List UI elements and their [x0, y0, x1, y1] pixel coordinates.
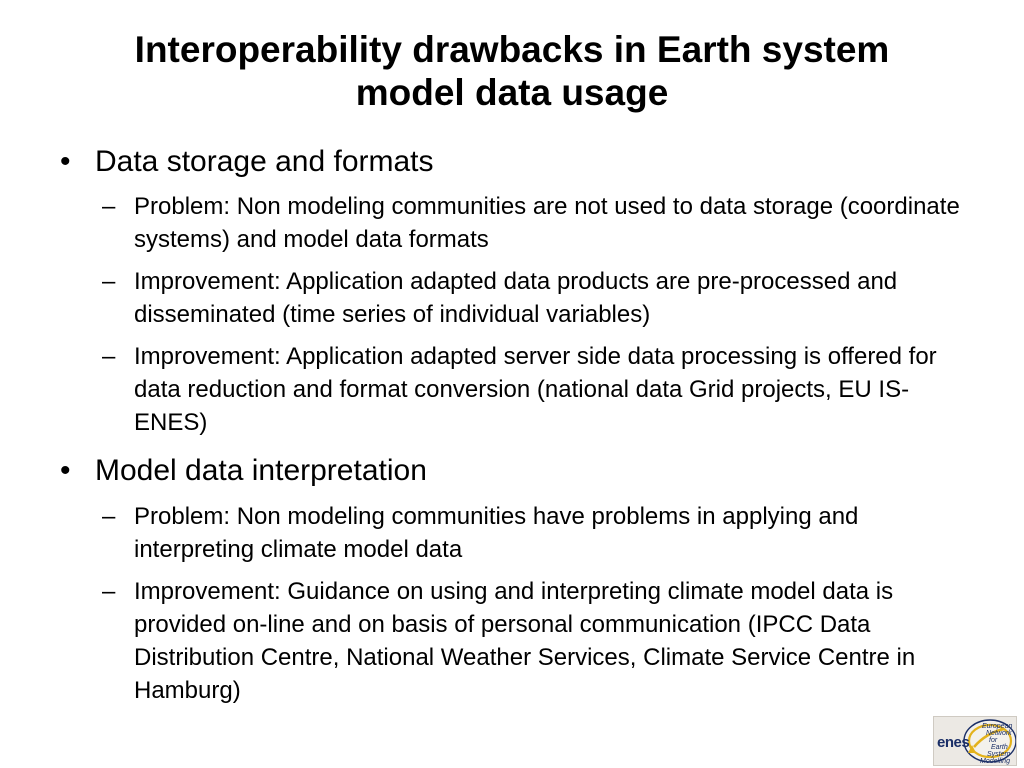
- bullet-text: Data storage and formats: [95, 145, 434, 178]
- sub-bullet-text: Problem: Non modeling communities have problems in applying and interpreting climate model data: [134, 503, 859, 563]
- bullet-marker: •: [60, 454, 71, 487]
- logo-tagline: Earth: [991, 744, 1008, 751]
- bullet-section-storage: [54, 142, 974, 439]
- dash-marker: –: [102, 193, 116, 220]
- sub-bullet-item: [100, 265, 974, 331]
- slide-title-line-2: model data usage: [355, 72, 669, 113]
- bullet-item: [54, 142, 974, 182]
- dash-marker: –: [102, 268, 116, 295]
- sub-bullet-list: [100, 190, 974, 439]
- sub-bullet-text: Improvement: Application adapted data products are pre-processed and disseminated (time series of individual variables): [134, 268, 898, 328]
- slide-body: [54, 142, 974, 719]
- bullet-section-interpretation: [54, 451, 974, 707]
- sub-bullet-item: [100, 500, 974, 566]
- sub-bullet-item: [100, 190, 974, 256]
- logo-tagline: Network: [986, 730, 1012, 737]
- logo-wordmark: enes: [937, 734, 970, 751]
- bullet-item: [54, 451, 974, 491]
- sub-bullet-list: [100, 500, 974, 707]
- dash-marker: –: [102, 503, 116, 530]
- dash-marker: –: [102, 578, 116, 605]
- logo-tagline: Modelling: [980, 758, 1010, 765]
- sub-bullet-text: Problem: Non modeling communities are not used to data storage (coordinate systems) and model data formats: [134, 193, 960, 253]
- bullet-marker: •: [60, 145, 71, 178]
- logo-tagline: for: [989, 737, 998, 744]
- slide-title: [60, 28, 964, 114]
- dash-marker: –: [102, 343, 116, 370]
- logo-tagline: System: [987, 751, 1011, 758]
- sub-bullet-item: [100, 340, 974, 439]
- sub-bullet-item: [100, 575, 974, 707]
- bullet-text: Model data interpretation: [95, 454, 427, 487]
- slide-title-line-1: Interoperability drawbacks in Earth system: [134, 29, 890, 70]
- sub-bullet-text: Improvement: Application adapted server side data processing is offered for data reduction and format conversion (national data Grid projects, EU IS-ENES): [134, 343, 937, 436]
- enes-logo: [933, 716, 1017, 766]
- sub-bullet-text: Improvement: Guidance on using and interpreting climate model data is provided on-line and on basis of personal communication (IPCC Data Distribution Centre, National Weather Services, Climate Service Centre in Hamburg): [134, 578, 916, 704]
- logo-tagline: European: [982, 723, 1013, 730]
